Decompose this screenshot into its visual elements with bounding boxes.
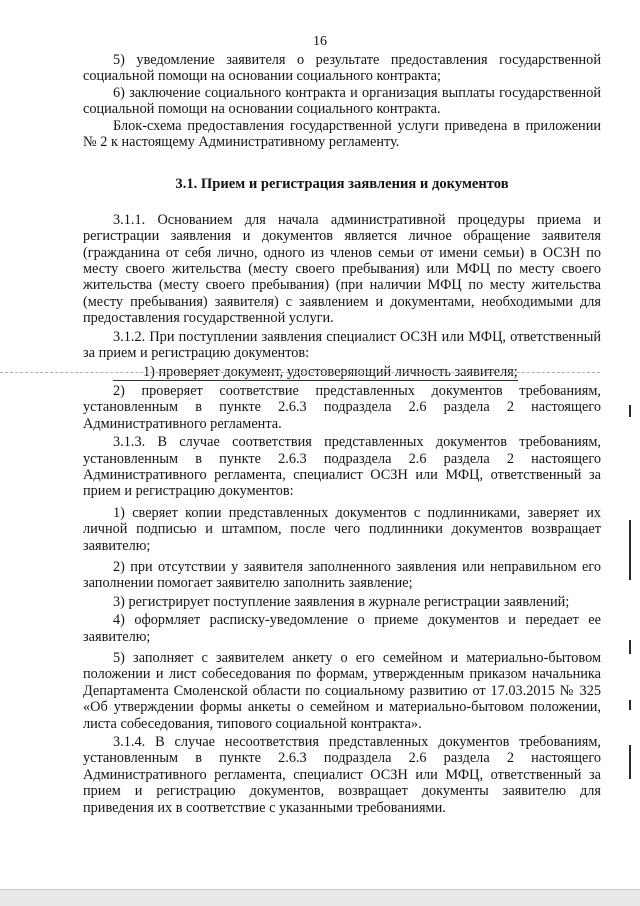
paragraph-contract: 6) заключение социального контракта и организация выплаты государственной социальной помощи на основании социального контракта. (83, 84, 601, 118)
document-body (83, 52, 601, 816)
paragraph-3-1-1: 3.1.1. Основанием для начала административной процедуры приема и регистрации заявления и документов является личное обращение заявителя (гражданина от себя лично, одного из членов семьи от имени семьи) в ОСЗН по месту своего жительства (месту своего пребывания) или МФЦ по месту своего жительства (месту своего пребывания) (при наличии МФЦ по месту жительства (месту пребывания) заявителя) с заявлением и документами, необходимыми для предоставления государственной услуги. (83, 211, 601, 327)
scan-margin-mark (629, 405, 631, 417)
paragraph-3-1-4: 3.1.4. В случае несоответствия представленных документов требованиям, установленным в пункте 2.6.3 подраздела 2.6 раздела 2 настоящего Административного регламента, специалист ОСЗН или МФЦ, ответственный за прием и регистрацию документов, возвращает документы заявителю для приведения их в соответствие с указанными требованиями. (83, 734, 601, 816)
scan-bottom-edge (0, 889, 640, 906)
scan-margin-mark (629, 745, 631, 779)
paragraph-notification: 5) уведомление заявителя о результате предоставления государственной социальной помощи на основании социального контракта; (83, 52, 601, 85)
paragraph-block-scheme: Блок-схема предоставления государственной услуги приведена в приложении № 2 к настоящему Административному регламенту. (83, 117, 601, 151)
scan-margin-mark (629, 700, 631, 710)
section-heading: 3.1. Прием и регистрация заявления и документов (175, 176, 509, 193)
list-item-receipt: 4) оформляет расписку-уведомление о приеме документов и передает ее заявителю; (83, 612, 601, 645)
scan-dashed-line (0, 372, 600, 373)
scan-margin-mark (629, 640, 631, 654)
scan-margin-mark (629, 520, 631, 580)
list-item-check-compliance: 2) проверяет соответствие представленных документов требованиям, установленным в пункте 2.6.3 подраздела 2.6 раздела 2 настоящего Административного регламента. (83, 382, 601, 432)
list-item-questionnaire: 5) заполняет с заявителем анкету о его семейном и материально-бытовом положении и лист собеседования по формам, утвержденным приказом начальника Департамента Смоленской области по социальному развитию от 17.03.2015 № 325 «Об утверждении формы анкеты о семейном и материально-бытовом положении, листа собеседования, типового социальной контракта». (83, 650, 601, 732)
page-number: 16 (313, 34, 327, 49)
paragraph-3-1-2: 3.1.2. При поступлении заявления специалист ОСЗН или МФЦ, ответственный за прием и регистрацию документов: (83, 328, 601, 362)
paragraph-3-1-3: 3.1.3. В случае соответствия представленных документов требованиям, установленным в пункте 2.6.3 подраздела 2.6 раздела 2 настоящего Административного регламента, специалист ОСЗН или МФЦ, ответственный за прием и регистрацию документов: (83, 434, 601, 500)
list-item-register: 3) регистрирует поступление заявления в журнале регистрации заявлений; (113, 593, 570, 610)
underlined-text: 1) проверяет документ, удостоверяющий личность заявителя; (113, 364, 518, 381)
list-item-help-fill: 2) при отсутствии у заявителя заполненного заявления или неправильном его заполнении помогает заявителю заполнить заявление; (83, 558, 601, 592)
list-item-verify-copies: 1) сверяет копии представленных документов с подлинниками, заверяет их личной подписью и штампом, после чего подлинники документов возвращает заявителю; (83, 504, 601, 554)
